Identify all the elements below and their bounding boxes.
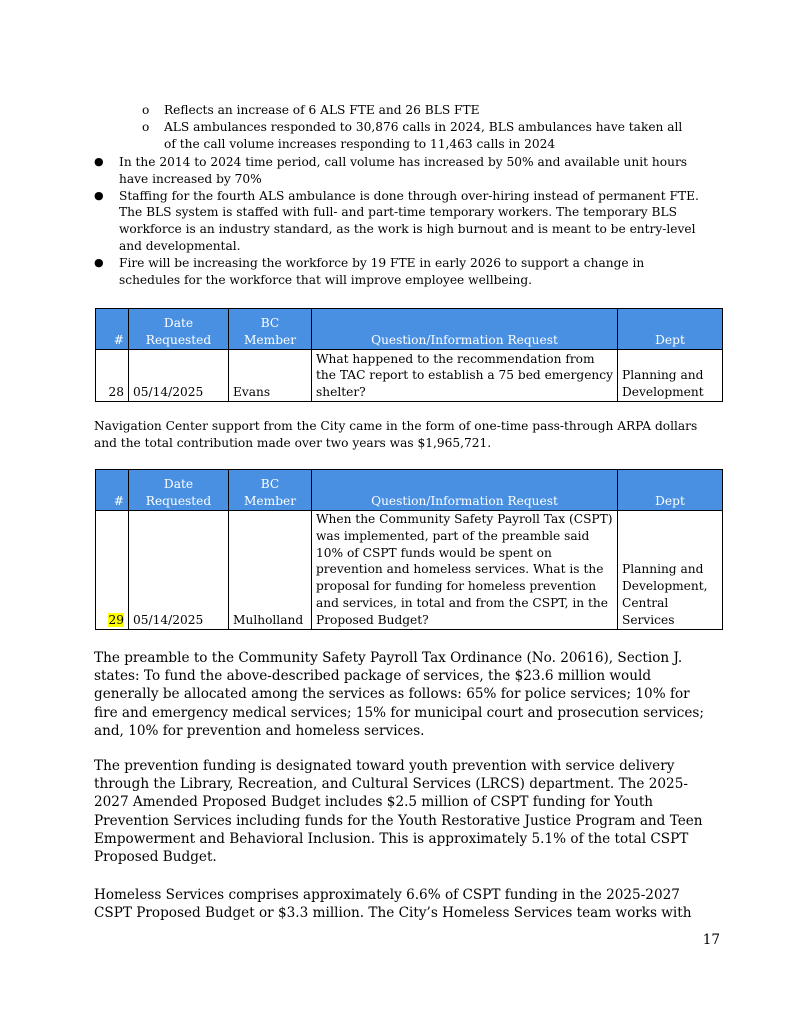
sub-bullet-list [136,102,696,152]
bullet-item: ● Staffing for the fourth ALS ambulance is done through over-hiring instead of permanent FTE. The BLS system is staffed with full- and part-time temporary workers. The temporary BLS workforce is an industry standard, as the work is high burnout and is meant to be entry-level and developmental. [94,188,699,253]
header-question: Question/Information Request [312,309,618,350]
response-paragraph: The preamble to the Community Safety Payroll Tax Ordinance (No. 20616), Section J. states: To fund the above-described package of services, the $23.6 million would generally be allocated among the services as follows: 65% for police services; 10% for fire and emergency medical services; 15% for municipal court and prosecution services; and, 10% for prevention and homeless services. [94,650,704,739]
sub-bullet-item: o ALS ambulances responded to 30,876 calls in 2024, BLS ambulances have taken all of the call volume increases responding to 11,463 calls in 2024 [142,119,683,151]
header-bc-member: BC Member [229,470,312,511]
request-dept: Planning and Development, Central Services [618,511,723,630]
bullet-dot-icon: ● [94,155,104,168]
header-question: Question/Information Request [312,470,618,511]
header-date-requested: Date Requested [129,309,229,350]
request-date: 05/14/2025 [129,350,229,402]
bullet-dot-icon: ● [94,188,104,202]
request-date: 05/14/2025 [129,511,229,630]
request-number: 29 [108,612,124,627]
bullet-item: ● Fire will be increasing the workforce by 19 FTE in early 2026 to support a change in schedules for the workforce that will improve employee wellbeing. [94,255,645,287]
table-row [96,511,723,630]
header-number: # [96,470,129,511]
bullet-item: ● In the 2014 to 2024 time period, call volume has increased by 50% and available unit hours have increased by 70% [94,155,688,186]
header-dept: Dept [618,309,723,350]
request-member: Mulholland [229,511,312,630]
circle-bullet-icon: o [142,119,150,134]
sub-bullet-item: o Reflects an increase of 6 ALS FTE and 26 BLS FTE [142,103,480,117]
request-table-29 [95,469,723,630]
bullet-list [94,154,704,288]
bullet-dot-icon: ● [94,255,104,269]
header-date-requested: Date Requested [129,470,229,511]
response-paragraph-28: Navigation Center support from the City came in the form of one-time pass-through ARPA dollars and the total contribution made over two years was $1,965,721. [94,419,698,450]
response-paragraph: The prevention funding is designated toward youth prevention with service delivery through the Library, Recreation, and Cultural Services (LRCS) department. The 2025-2027 Amended Proposed Budget includes $2.5 million of CSPT funding for Youth Prevention Services including funds for the Youth Restorative Justice Program and Teen Empowerment and Behavioral Inclusion. This is approximately 5.1% of the total CSPT Proposed Budget. [94,758,703,866]
request-member: Evans [229,350,312,402]
request-question: What happened to the recommendation from the TAC report to establish a 75 bed emergency shelter? [312,350,618,402]
header-number: # [96,309,129,350]
circle-bullet-icon: o [142,103,150,117]
table-header-row [96,309,723,350]
request-number: 28 [96,350,129,402]
header-bc-member: BC Member [229,309,312,350]
request-table-28 [95,308,723,402]
request-question: When the Community Safety Payroll Tax (CSPT) was implemented, part of the preamble said 10% of CSPT funds would be spent on prevention and homeless services. What is the proposal for funding for homeless prevention and services, in total and from the CSPT, in the Proposed Budget? [312,511,618,630]
request-number-cell [96,511,129,630]
response-paragraph: Homeless Services comprises approximately 6.6% of CSPT funding in the 2025-2027 CSPT Proposed Budget or $3.3 million. The City’s Homeless Services team works with [94,887,692,922]
page-number: 17 [702,932,720,948]
request-dept: Planning and Development [618,350,723,402]
table-header-row [96,470,723,511]
header-dept: Dept [618,470,723,511]
table-row [96,350,723,402]
